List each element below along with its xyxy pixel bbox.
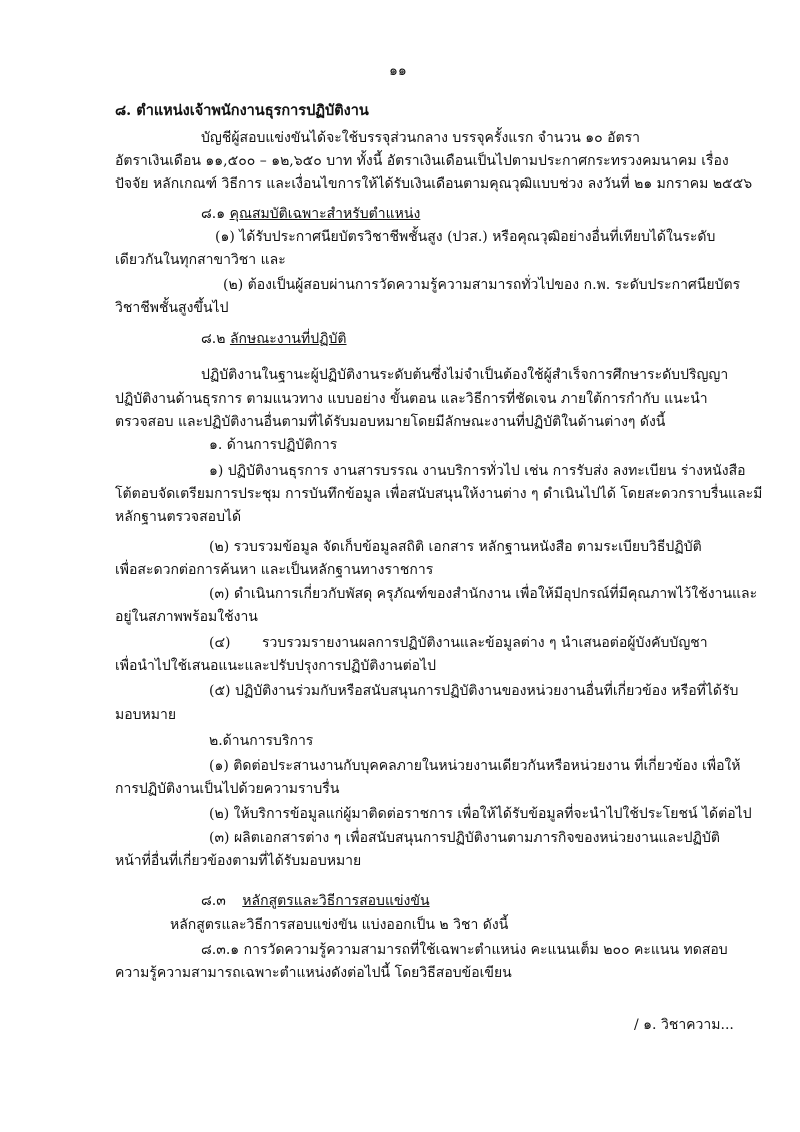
s81-item2-line1: (๒) ต้องเป็นผู้สอบผ่านการวัดความรู้ความสามารถทั่วไปของ ก.พ. ระดับประกาศนียบัตร [223,277,741,293]
svc-item3-line2: หน้าที่อื่นที่เกี่ยวข้องตามที่ได้รับมอบหมาย [115,853,362,869]
ops-item5-line2: มอบหมาย [115,707,177,723]
s82-para-line2: ปฏิบัติงานด้านธุรการ ตามแนวทาง แบบอย่าง ขั้นตอน และวิธีการที่ชัดเจน ภายใต้การกำกับ แนะนำ [115,391,708,407]
s83-para2-line1: ๘.๓.๑ การวัดความรู้ความสามารถที่ใช้เฉพาะตำแหน่ง คะแนนเต็ม ๒๐๐ คะแนน ทดสอบ [201,942,728,958]
svc-item2-line1: (๒) ให้บริการข้อมูลแก่ผู้มาติดต่อราชการ เพื่อให้ได้รับข้อมูลที่จะนำไปใช้ประโยชน์ ได้ต่อไป [209,806,752,822]
s83-title: หลักสูตรและวิธีการสอบแข่งขัน [242,893,430,909]
continuation-note: / ๑. วิชาความ... [634,1017,734,1033]
s81-title: คุณสมบัติเฉพาะสำหรับตำแหน่ง [229,206,421,222]
ops-item2-line1: (๒) รวบรวมข้อมูล จัดเก็บข้อมูลสถิติ เอกสาร หลักฐานหนังสือ ตามระเบียบวิธีปฏิบัติ [209,539,702,555]
s82-heading [201,330,347,348]
s82-title: ลักษณะงานที่ปฏิบัติ [229,331,347,347]
s82-para-line1: ปฏิบัติงานในฐานะผู้ปฏิบัติงานระดับต้นซึ่งไม่จำเป็นต้องใช้ผู้สำเร็จการศึกษาระดับปริญญา [201,367,729,383]
intro-line-3: ปัจจัย หลักเกณฑ์ วิธีการ และเงื่อนไขการให้ได้รับเงินเดือนตามคุณวุฒิแบบช่วง ลงวันที่ ๒๑ มกราคม ๒๕๕๖ [115,176,753,192]
s81-item1-line2: เดียวกันในทุกสาขาวิชา และ [115,252,286,268]
s83-heading [201,892,430,910]
s83-para2-line2: ความรู้ความสามารถเฉพาะตำแหน่งดังต่อไปนี้ โดยวิธีสอบข้อเขียน [115,965,512,981]
intro-line-1: บัญชีผู้สอบแข่งขันได้จะใช้บรรจุส่วนกลาง บรรจุครั้งแรก จำนวน ๑๐ อัตรา [201,130,641,146]
section-title: ๘. ตำแหน่งเจ้าพนักงานธุรการปฏิบัติงาน [115,102,369,119]
s81-item2-line2: วิชาชีพชั้นสูงขึ้นไป [115,300,229,316]
svc-item1-line2: การปฏิบัติงานเป็นไปด้วยความราบรื่น [115,781,340,797]
ops-item1-line1: ๑) ปฏิบัติงานธุรการ งานสารบรรณ งานบริการทั่วไป เช่น การรับส่ง ลงทะเบียน ร่างหนังสือ [209,463,746,479]
s82-para-line3: ตรวจสอบ และปฏิบัติงานอื่นตามที่ได้รับมอบหมายโดยมีลักษณะงานที่ปฏิบัติในด้านต่างๆ ดังนี้ [115,414,666,430]
ops-item2-line2: เพื่อสะดวกต่อการค้นหา และเป็นหลักฐานทางราชการ [115,562,434,578]
ops-item5-line1: (๕) ปฏิบัติงานร่วมกับหรือสนับสนุนการปฏิบัติงานของหน่วยงานอื่นที่เกี่ยวข้อง หรือที่ได้รับ [209,683,739,699]
ops-item1-line2: โต้ตอบจัดเตรียมการประชุม การบันทึกข้อมูล เพื่อสนับสนุนให้งานต่าง ๆ ดำเนินไปได้ โดยสะดวกราบรื่นและมี [115,486,763,502]
svc-heading: ๒.ด้านการบริการ [209,733,314,749]
ops-item4-line2: เพื่อนำไปใช้เสนอแนะและปรับปรุงการปฏิบัติงานต่อไป [115,658,437,674]
svc-item1-line1: (๑) ติดต่อประสานงานกับบุคคลภายในหน่วยงานเดียวกันหรือหน่วยงาน ที่เกี่ยวข้อง เพื่อให้ [209,758,741,774]
s83-para1: หลักสูตรและวิธีการสอบแข่งขัน แบ่งออกเป็น ๒ วิชา ดังนี้ [170,917,509,933]
s82-number: ๘.๒ [201,331,226,347]
s83-number: ๘.๓ [201,893,226,909]
s81-item1-line1: (๑) ได้รับประกาศนียบัตรวิชาชีพชั้นสูง (ปวส.) หรือคุณวุฒิอย่างอื่นที่เทียบได้ในระดับ [215,229,716,245]
ops-heading: ๑. ด้านการปฏิบัติการ [209,437,338,453]
ops-item4-line1: รวบรวมรายงานผลการปฏิบัติงานและข้อมูลต่าง ๆ นำเสนอต่อผู้บังคับบัญชา [262,635,708,651]
svc-item3-line1: (๓) ผลิตเอกสารต่าง ๆ เพื่อสนับสนุนการปฏิบัติงานตามภารกิจของหน่วยงานและปฏิบัติ [209,830,720,846]
ops-item4-number: (๔) [209,635,231,651]
intro-line-2: อัตราเงินเดือน ๑๑,๕๐๐ – ๑๒,๖๕๐ บาท ทั้งนี้ อัตราเงินเดือนเป็นไปตามประกาศกระทรวงคมนาคม เรื่อง [115,153,729,169]
s81-heading [201,205,420,223]
page-number: ๑๑ [389,63,407,79]
ops-item1-line3: หลักฐานตรวจสอบได้ [115,509,242,525]
ops-item3-line1: (๓) ดำเนินการเกี่ยวกับพัสดุ ครุภัณฑ์ของสำนักงาน เพื่อให้มีอุปกรณ์ที่มีคุณภาพไว้ใช้งานและ [209,586,758,602]
ops-item3-line2: อยู่ในสภาพพร้อมใช้งาน [115,609,258,625]
s81-number: ๘.๑ [201,206,226,222]
